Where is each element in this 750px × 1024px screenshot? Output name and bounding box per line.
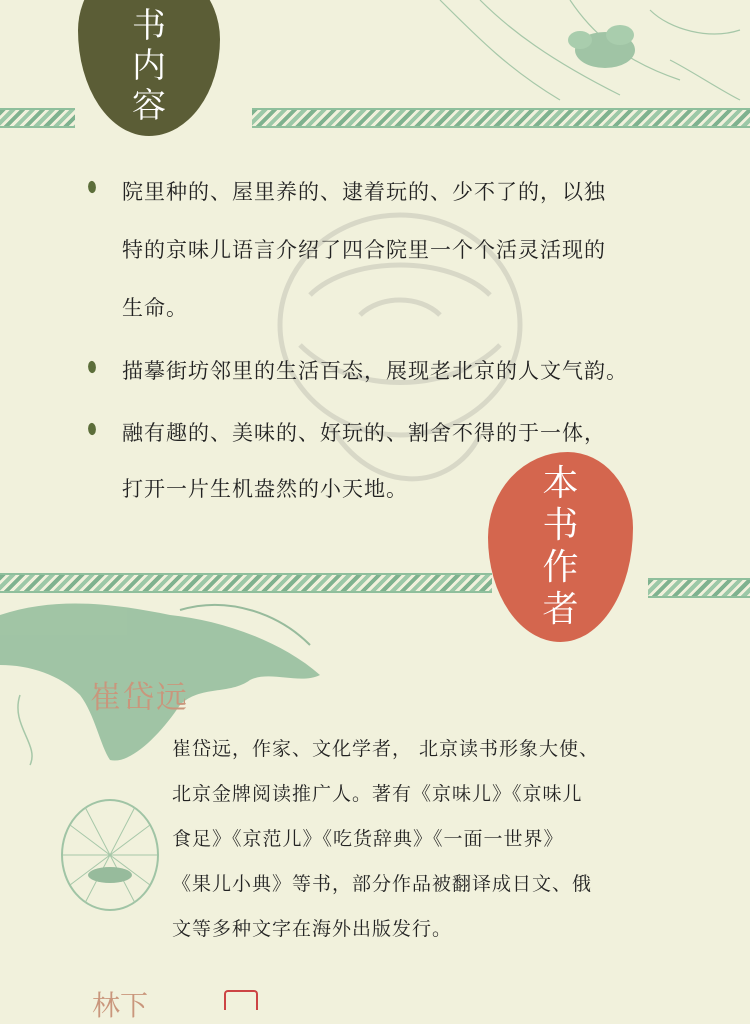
list-item (88, 343, 708, 399)
badge-char: 书 (132, 6, 166, 46)
red-seal-mark (224, 990, 258, 1010)
section-badge-author (488, 452, 633, 642)
braid-border (648, 578, 750, 598)
flower-fish-illustration (420, 0, 750, 110)
bio-line: 《果儿小典》等书，部分作品被翻译成日文、俄 (172, 873, 593, 895)
bullet-line: 生命。 (122, 296, 188, 320)
badge-char: 作 (542, 547, 579, 588)
author-bio (172, 727, 692, 952)
badge-char: 内 (132, 46, 166, 86)
content-bullet-list (88, 163, 708, 523)
bio-line: 文等多种文字在海外出版发行。 (172, 918, 453, 940)
section-badge-content (78, 0, 220, 136)
badge-char: 者 (542, 589, 579, 630)
badge-char: 本 (542, 463, 579, 504)
bullet-line: 融有趣的、美味的、好玩的、割舍不得的于一体， (122, 421, 606, 445)
bullet-line: 院里种的、屋里养的、逮着玩的、少不了的，以独 (122, 180, 606, 204)
cricket-cage-illustration (55, 795, 165, 915)
bullet-line: 描摹街坊邻里的生活百态，展现老北京的人文气韵。 (122, 359, 628, 383)
bio-line: 北京金牌阅读推广人。著有《京味儿》《京味儿 (172, 783, 583, 805)
bio-line: 食足》《京范儿》《吃货辞典》《一面一世界》 (172, 828, 564, 850)
next-section-heading: 林下 (92, 989, 149, 1022)
badge-char: 书 (542, 505, 579, 546)
bio-line: 崔岱远，作家、文化学者， 北京读书形象大使、 (172, 738, 600, 760)
bullet-leaf-icon (87, 180, 98, 194)
list-item (88, 163, 708, 337)
bullet-line: 特的京味儿语言介绍了四合院里一个个活灵活现的 (122, 238, 606, 262)
bullet-leaf-icon (87, 422, 98, 436)
braid-border (0, 108, 75, 128)
badge-char: 容 (132, 86, 166, 126)
bullet-leaf-icon (87, 360, 98, 374)
bullet-line: 打开一片生机盎然的小天地。 (122, 477, 408, 501)
braid-border (252, 108, 750, 128)
author-name: 崔岱远 (90, 680, 189, 716)
